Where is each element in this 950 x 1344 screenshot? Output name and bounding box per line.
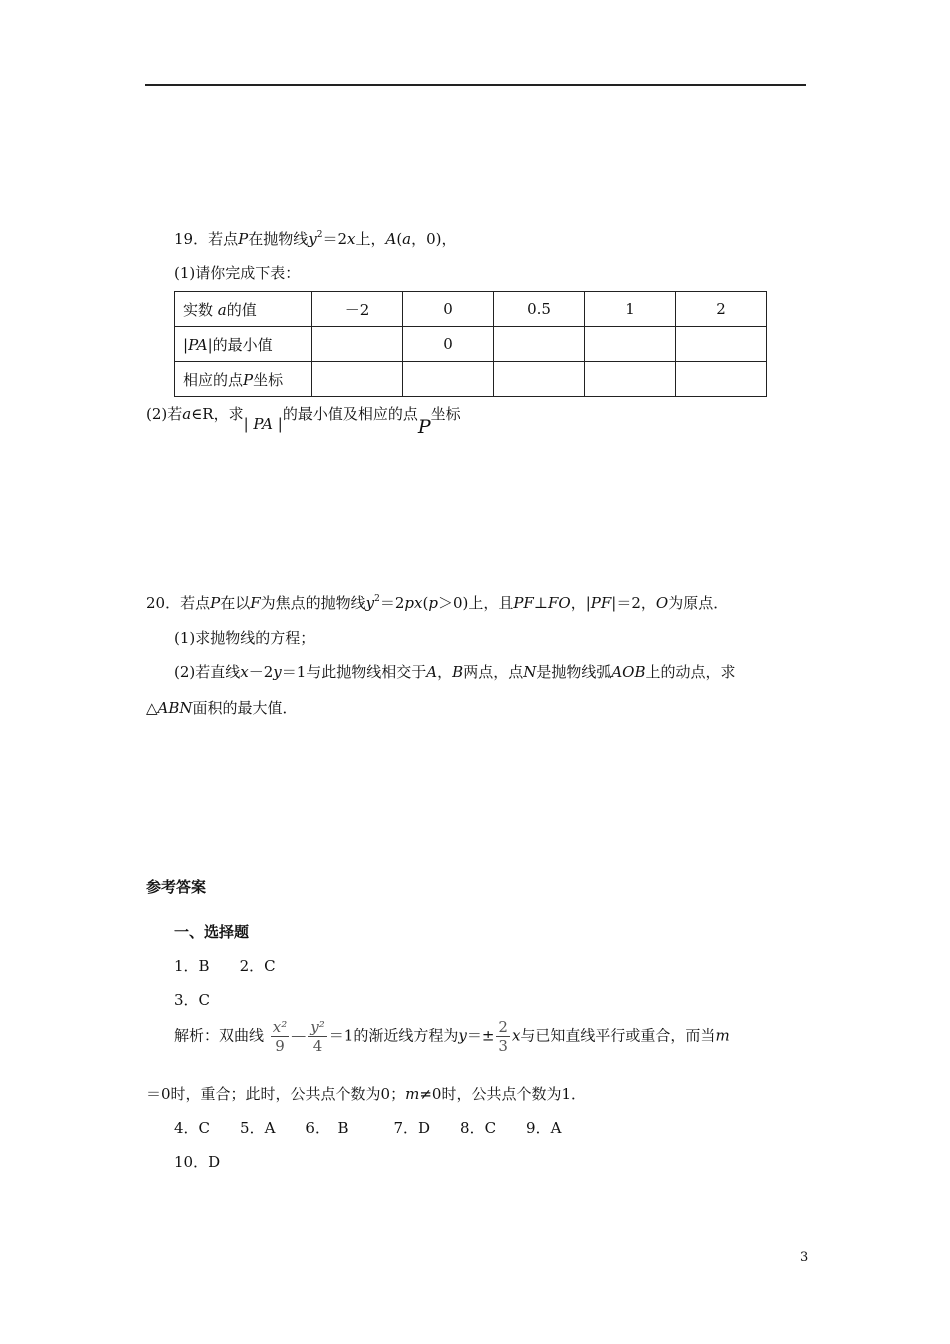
table-cell — [585, 327, 676, 362]
q19-text: 在抛物线 — [248, 230, 309, 248]
answers-title: 参考答案 — [146, 878, 207, 896]
table-cell — [676, 362, 767, 397]
table-row — [175, 327, 767, 362]
table-cell: 2 — [676, 292, 767, 327]
table-header-cell: 相应的点P坐标 — [175, 362, 312, 397]
table-cell — [312, 362, 403, 397]
fraction: $\frac{\text{y²}}{4}$ — [310, 1018, 325, 1055]
table-cell — [403, 362, 494, 397]
header-rule — [145, 84, 806, 86]
table-row — [175, 362, 767, 397]
answers-row: 1．B 2．C — [174, 957, 276, 975]
answers-row: 10．D — [174, 1153, 221, 1171]
q19-part1: (1)请你完成下表： — [174, 264, 301, 282]
q19-var-a-point: A — [385, 230, 397, 248]
q19-var-y: y — [308, 230, 317, 248]
table-cell — [494, 362, 585, 397]
table-cell: 0.5 — [494, 292, 585, 327]
table-cell: －2 — [312, 292, 403, 327]
table-cell — [585, 362, 676, 397]
table-cell: 0 — [403, 292, 494, 327]
answers-analysis-cont: ＝0时，重合；此时，公共点个数为0；m≠0时，公共点个数为1． — [146, 1085, 586, 1103]
answers-section-title: 一、选择题 — [174, 923, 250, 941]
q20-part2: (2)若直线x－2y＝1与此抛物线相交于A，B两点，点N是抛物线弧AOB上的动点，求 — [174, 663, 736, 681]
answers-analysis: 解析：双曲线 $\frac{\text{x²}}{9}$ — $\frac{\text{y²}}{4}$ ＝1的渐近线方程为y＝± $\frac{2}{3}$ x与已知直线平行或重合，而当m — [174, 1018, 730, 1055]
q19-exponent: 2 — [316, 230, 323, 240]
q20-statement: 20．若点P在以F为焦点的抛物线$y^2=2px(p>0)$上，且PF⊥FO，|PF|＝2，O为原点． — [146, 594, 729, 612]
table-cell — [494, 327, 585, 362]
page-number: 3 — [800, 1250, 809, 1265]
table-header-cell: |PA|的最小值 — [175, 327, 312, 362]
table-cell: 1 — [585, 292, 676, 327]
table-header-cell: 实数 a的值 — [175, 292, 312, 327]
q20-part2-cont: △ABN面积的最大值． — [146, 699, 298, 717]
answers-row: 4．C 5．A 6． B 7．D 8．C 9．A — [174, 1119, 562, 1137]
q19-var-x: x — [346, 230, 356, 248]
q20-part1: (1)求抛物线的方程； — [174, 629, 316, 647]
fraction: $\frac{2}{3}$ — [498, 1018, 508, 1055]
answers-row: 3．C — [174, 991, 211, 1009]
table-cell: 0 — [403, 327, 494, 362]
q19-abs-pa: | PA | — [243, 415, 283, 433]
q19-table — [174, 291, 767, 397]
q19-statement — [174, 228, 457, 249]
q19-text: ( — [396, 230, 403, 248]
q19-number: 19． — [174, 230, 209, 248]
q19-part2: (2)若a∈R，求| PA |的最小值及相应的点P坐标 — [146, 405, 461, 438]
q19-var-p: P — [238, 230, 249, 248]
table-cell — [676, 327, 767, 362]
table-row — [175, 292, 767, 327]
q19-text: ，0)， — [411, 230, 457, 248]
q19-var-p-large: P — [417, 416, 431, 438]
q19-text: 若点 — [208, 230, 239, 248]
q19-text: ＝2 — [322, 230, 347, 248]
fraction: $\frac{\text{x²}}{9}$ — [272, 1018, 288, 1055]
table-cell — [312, 327, 403, 362]
q19-text: 上， — [355, 230, 386, 248]
q19-var-a: a — [402, 230, 412, 248]
